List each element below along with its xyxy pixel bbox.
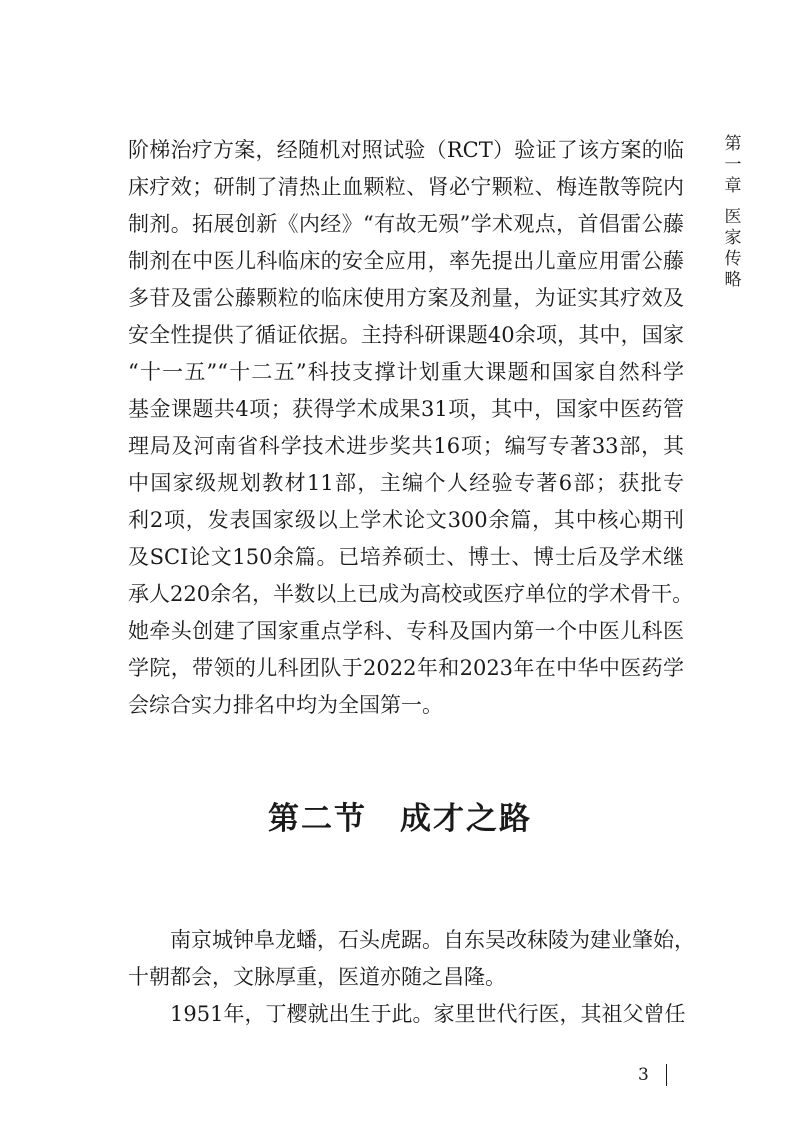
body-paragraph <box>128 132 694 724</box>
text-line: 会综合实力排名中均为全国第一。 <box>128 693 443 717</box>
text-line: 她牵头创建了国家重点学科、专科及国内第一个中医儿科医 <box>128 619 684 643</box>
text-line: 理局及河南省科学技术进步奖共16项；编写专著33部，其 <box>128 434 684 458</box>
text-line: 制剂在中医儿科临床的安全应用，率先提出儿童应用雷公藤 <box>128 249 684 273</box>
body-paragraph <box>128 996 684 1033</box>
chapter-label-char: 一 <box>724 155 742 175</box>
text-line: 中国家级规划教材11部，主编个人经验专著6部；获批专 <box>128 471 684 495</box>
page-number-rule <box>666 1064 667 1086</box>
chapter-running-header <box>718 134 748 291</box>
text-line: 安全性提供了循证依据。主持科研课题40余项，其中，国家 <box>128 323 684 347</box>
text-line: 及SCI论文150余篇。已培养硕士、博士、博士后及学术继 <box>128 545 684 569</box>
chapter-title-char: 家 <box>724 228 742 248</box>
text-line: 多苷及雷公藤颗粒的临床使用方案及剂量，为证实其疗效及 <box>128 286 684 310</box>
chapter-title-char: 医 <box>724 207 742 227</box>
chapter-title-char: 传 <box>724 249 742 269</box>
chapter-label-char: 章 <box>724 176 742 196</box>
text-line: 阶梯治疗方案，经随机对照试验（RCT）验证了该方案的临 <box>128 138 684 162</box>
text-line: 基金课题共4项；获得学术成果31项，其中，国家中医药管 <box>128 397 684 421</box>
section-heading: 第二节 成才之路 <box>268 801 532 837</box>
text-line: 承人220余名，半数以上已成为高校或医疗单位的学术骨干。 <box>128 582 694 606</box>
text-line: 1951年，丁樱就出生于此。家里世代行医，其祖父曾任 <box>128 1002 686 1026</box>
text-line: 十朝都会，文脉厚重，医道亦随之昌隆。 <box>128 965 506 989</box>
text-line: 床疗效；研制了清热止血颗粒、肾必宁颗粒、梅连散等院内 <box>128 175 684 199</box>
text-line: 南京城钟阜龙蟠，石头虎踞。自东吴改秣陵为建业肇始， <box>128 928 695 952</box>
chapter-title-char: 略 <box>724 270 742 290</box>
text-line: “十一五”“十二五”科技支撑计划重大课题和国家自然科学 <box>128 360 684 384</box>
body-paragraph <box>128 922 695 996</box>
text-line: 制剂。拓展创新《内经》“有故无殒”学术观点，首倡雷公藤 <box>128 212 684 236</box>
chapter-label-char: 第 <box>724 134 742 154</box>
page-number: 3 <box>638 1065 649 1085</box>
text-line: 利2项，发表国家级以上学术论文300余篇，其中核心期刊 <box>128 508 684 532</box>
text-line: 学院，带领的儿科团队于2022年和2023年在中华中医药学 <box>128 656 684 680</box>
